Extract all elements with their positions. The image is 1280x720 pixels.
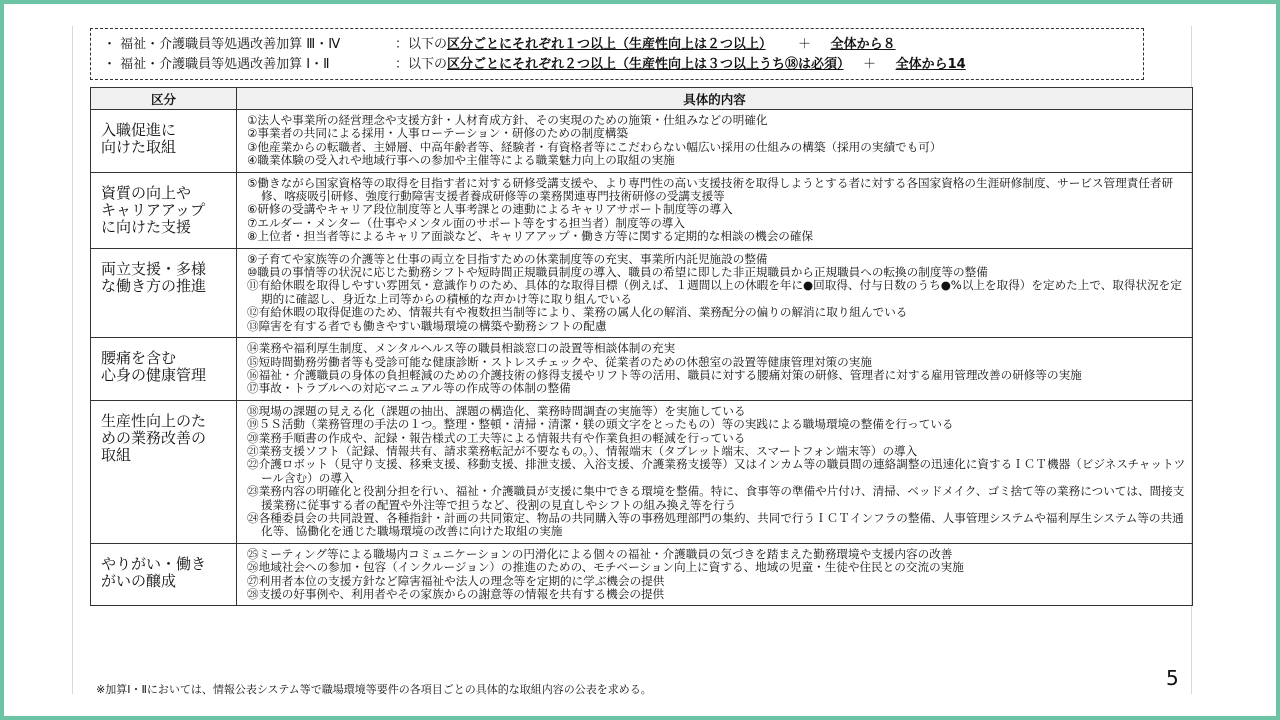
content-cell: [237, 248, 1193, 337]
measure-item: ㉑業務支援ソフト（記録、情報共有、請求業務転記が不要なもの。）、情報端末（タブレット端末、スマートフォン端末等）の導入: [247, 443, 918, 458]
category-label-line: 腰痛を含む: [101, 349, 177, 368]
measures-table: [90, 87, 1193, 606]
measure-item: ②事業者の共同による採用・人事ローテーション・研修のための制度構築: [247, 126, 628, 141]
content-cell: [237, 110, 1193, 173]
category-label-line: な働き方の推進: [101, 276, 207, 295]
requirement-line: [103, 55, 1133, 75]
footnote: ※加算Ⅰ・Ⅱにおいては、情報公表システム等で職場環境等要件の各項目ごとの具体的な取組内容の公表を求める。: [96, 683, 652, 696]
measure-item: ㉗利用者本位の支援方針など障害福祉や法人の理念等を定期的に学ぶ機会の提供: [247, 573, 665, 588]
requirement-label: ・ 福祉・介護職員等処遇改善加算 Ⅰ・Ⅱ: [103, 57, 330, 72]
table-body: [91, 110, 1193, 606]
requirement-plus: ＋: [798, 37, 812, 52]
table-header-row: [91, 88, 1193, 110]
table-row: [91, 248, 1193, 337]
requirement-total: 全体から８: [830, 37, 896, 52]
category-label-line: 向けた取組: [101, 138, 177, 156]
requirement-line: [103, 35, 1133, 55]
content-cell: [237, 543, 1193, 606]
header-content: 具体的内容: [237, 88, 1193, 110]
requirement-highlight: 区分ごとにそれぞれ１つ以上（生産性向上は２つ以上）: [447, 37, 766, 52]
measure-item: ⑤働きながら国家資格等の取得を目指す者に対する研修受講支援や、より専門性の高い支援技術を取得しようとする者に対する各国家資格の生涯研修制度、サービス管理責任者研修、喀痰吸引研修、強度行動障害支援者養成研修等の業務関連専門技術研修の受講支援等: [247, 175, 1174, 204]
category-label-line: 資質の向上や: [101, 183, 192, 202]
measure-item: ⑲５Ｓ活動（業務管理の手法の１つ。整理・整頓・清掃・清潔・躾の頭文字をとったもの）等の実践による職場環境の整備を行っている: [247, 417, 954, 432]
measure-item: ⑯福祉・介護職員の身体の負担軽減のための介護技術の修得支援やリフト等の活用、職員に対する腰痛対策の研修、管理者に対する雇用管理改善の研修等の実施: [247, 367, 1082, 382]
category-cell: [91, 172, 237, 248]
category-label-line: 心身の健康管理: [101, 366, 207, 385]
category-cell: [91, 400, 237, 543]
measure-item: ⑩職員の事情等の状況に応じた勤務シフトや短時間正規職員制度の導入、職員の希望に即した非正規職員から正規職員への転換の制度等の整備: [247, 265, 988, 280]
measure-item: ⑧上位者・担当者等によるキャリア面談など、キャリアアップ・働き方等に関する定期的な相談の機会の確保: [247, 229, 814, 244]
category-label-line: 生産性向上のた: [101, 411, 207, 430]
category-cell: [91, 110, 237, 173]
requirement-highlight: 区分ごとにそれぞれ２つ以上（生産性向上は３つ以上うち⑱は必須）: [447, 57, 844, 72]
measure-item: ⑥研修の受講やキャリア段位制度等と人事考課との連動によるキャリアサポート制度等の導入: [247, 202, 733, 217]
slide-left-edge: [72, 26, 73, 694]
requirement-prefix: ：以下の: [395, 37, 448, 52]
category-label-line: 取組: [101, 445, 132, 464]
measure-item: ⑱現場の課題の見える化（課題の抽出、課題の構造化、業務時間調査の実施等）を実施している: [247, 403, 746, 418]
measure-item: ⑦エルダー・メンター（仕事やメンタル面のサポート等をする担当者）制度等の導入: [247, 215, 685, 230]
category-label-line: 両立支援・多様: [101, 259, 207, 278]
measure-item: ①法人や事業所の経営理念や支援方針・人材育成方針、その実現のための施策・仕組みなどの明確化: [247, 113, 768, 127]
category-label-line: がいの醸成: [101, 571, 177, 590]
measure-item: ㉕ミーティング等による職場内コミュニケーションの円滑化による個々の福祉・介護職員の気づきを踏まえた勤務環境や支援内容の改善: [247, 546, 953, 561]
measure-item: ⑳業務手順書の作成や、記録・報告様式の工夫等による情報共有や作業負担の軽減を行っている: [247, 430, 746, 445]
category-label-line: キャリアアップ: [101, 200, 205, 219]
measure-item: ㉓業務内容の明確化と役割分担を行い、福祉・介護職員が支援に集中できる環境を整備。特に、食事等の準備や片付け、清掃、ベッドメイク、ゴミ捨て等の業務については、間接支援業務に従事する者の配置や外注等で担うなど、役割の見直しやシフトの組み換え等を行う: [247, 484, 1185, 512]
measure-item: ⑨子育てや家族等の介護等と仕事の両立を目指すための休業制度等の充実、事業所内託児施設の整備: [247, 251, 768, 266]
measure-item: ㉖地域社会への参加・包容（インクルージョン）の推進のための、モチベーション向上に資する、地域の児童・生徒や住民との交流の実施: [247, 560, 964, 575]
requirement-label: ・ 福祉・介護職員等処遇改善加算 Ⅲ・Ⅳ: [103, 37, 341, 52]
category-label-line: 入職促進に: [101, 121, 177, 139]
measure-item: ⑮短時間勤務労働者等も受診可能な健康診断・ストレスチェックや、従業者のための休憩室の設置等健康管理対策の実施: [247, 354, 872, 369]
measure-item: ⑭業務や福利厚生制度、メンタルヘルス等の職員相談窓口の設置等相談体制の充実: [247, 341, 676, 356]
requirement-total: 全体から14: [895, 57, 966, 72]
category-cell: [91, 543, 237, 606]
content-cell: [237, 400, 1193, 543]
header-category: 区分: [91, 88, 237, 110]
measure-item: ㉔各種委員会の共同設置、各種指針・計画の共同策定、物品の共同購入等の事務処理部門の集約、共同で行うＩＣＴインフラの整備、人事管理システムや福利厚生システム等の共通化等、協働化を通じた職場環境の改善に向けた取組の実施: [247, 510, 1184, 539]
measure-item: ④職業体験の受入れや地域行事への参加や主催等による職業魅力向上の取組の実施: [247, 153, 675, 168]
category-label-line: に向けた支援: [101, 217, 192, 236]
table-row: [91, 400, 1193, 543]
category-label-line: やりがい・働き: [101, 554, 207, 573]
measure-item: ㉘支援の好事例や、利用者やその家族からの謝意等の情報を共有する機会の提供: [247, 587, 665, 601]
requirement-plus: ＋: [863, 57, 877, 72]
measure-item: ⑪有給休暇を取得しやすい雰囲気・意識作りのため、具体的な取得目標（例えば、１週間以上の休暇を年に●回取得、付与日数のうち●%以上を取得）を定めた上で、取得状況を定期的に確認し、身近な上司等からの積極的な声かけ等に取り組んでいる: [247, 278, 1182, 306]
measure-item: ⑬障害を有する者でも働きやすい職場環境の構築や勤務シフトの配慮: [247, 318, 607, 333]
measure-item: ⑫有給休暇の取得促進のため、情報共有や複数担当制等により、業務の属人化の解消、業務配分の偏りの解消に取り組んでいる: [247, 305, 908, 320]
measure-item: ⑰事故・トラブルへの対応マニュアル等の作成等の体制の整備: [247, 381, 571, 396]
content-cell: [237, 338, 1193, 401]
page-number: 5: [1166, 666, 1179, 690]
requirement-prefix: ：以下の: [395, 57, 448, 72]
table-row: [91, 338, 1193, 401]
category-cell: [91, 338, 237, 401]
table-row: [91, 172, 1193, 248]
requirements-box: [90, 28, 1144, 80]
category-label-line: めの業務改善の: [101, 428, 207, 447]
table-row: [91, 543, 1193, 606]
content-cell: [237, 172, 1193, 248]
measure-item: ③他産業からの転職者、主婦層、中高年齢者等、経験者・有資格者等にこだわらない幅広い採用の仕組みの構築（採用の実績でも可）: [247, 139, 942, 154]
table-row: [91, 110, 1193, 173]
category-cell: [91, 248, 237, 337]
measure-item: ㉒介護ロボット（見守り支援、移乗支援、移動支援、排泄支援、入浴支援、介護業務支援等）又はインカム等の職員間の連絡調整の迅速化に資するＩＣＴ機器（ビジネスチャットツール含む）の導入: [247, 457, 1186, 485]
